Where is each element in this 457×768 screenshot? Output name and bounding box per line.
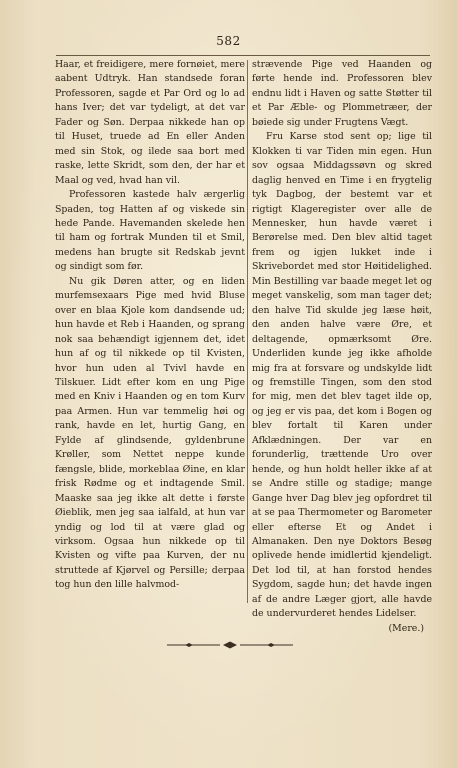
left-paragraph-3: Nu gik Døren atter, og en liden murfemsexaars Pige med hvid Bluse over en blaa Kjole kom dandsende ud; hun havde et Reb i Haanden, og sprang nok saa behændigt igjennem det, idet hun af og til nikkede op til Kvisten, hvor hun uden al Tvivl havde en Tilskuer. Lidt efter kom en ung Pige med en Kniv i Haanden og en tom Kurv paa Armen. Hun var temmelig høi og rank, havde en let, hurtig Gang, en Fylde af glindsende, gyldenbrune Krøller, som Nettet neppe kunde fængsle, blide, morkeblaa Øine, en klar frisk Rødme og et indtagende Smil. Maaske saa jeg ikke alt dette i første Øieblik, men jeg saa ialfald, at hun var yndig og lod til at være glad og virksom. Ogsaa hun nikkede op til Kvisten og vifte paa Kurven, der nu struttede af Kjørvel og Persille; derpaa tog hun den lille halvmod- — [55, 275, 245, 591]
footer-ornament-icon — [165, 640, 295, 650]
right-paragraph-1: strævende Pige ved Haanden og førte hende ind. Professoren blev endnu lidt i Haven og satte Støtter til et Par Æble- og Plommetræer, der bøiede sig under Frugtens Vægt. — [252, 59, 432, 128]
right-paragraph-2: Fru Karse stod sent op; lige til Klokken ti var Tiden min egen. Hun sov ogsaa Middagssøvn og skred daglig henved en Time i en frygtelig tyk Dagbog, der bestemt var et rigtigt Klageregister over alle de Mennesker, hun havde været i Berørelse med. Den blev altid taget frem og igjen lukket inde i Skrivebordet med stor Høitidelighed. Min Bestilling var baade meget let og meget vanskelig, som man tager det; den halve Tid skulde jeg læse høit, den anden halve være Øre, et deltagende, opmærksomt Øre. Underliden kunde jeg ikke afholde mig fra at forsvare og undskylde lidt og fremstille Tingen, som den stod for mig, men det blev taget ilde op, og jeg er vis paa, det kom i Bogen og blev fortalt til Karen under Afklædningen. Der var en forunderlig, trættende Uro over hende, og hun holdt heller ikke af at se Andre stille og stadige; mange Gange hver Dag blev jeg opfordret til at se paa Thermometer og Barometer eller efterse Et og Andet i Almanaken. Den nye Doktors Besøg oplivede hende imidlertid kjendeligt. Det lod til, at han forstod hendes Sygdom, sagde hun; det havde ingen af de andre Læger gjort, alle havde de undervurderet hendes Lidelser. — [252, 131, 432, 620]
left-column — [55, 58, 245, 593]
right-column — [252, 58, 432, 636]
continuation-signature: (Mere.) — [388, 622, 424, 634]
left-paragraph-2: Professoren kastede halv ærgerlig Spaden, tog Hatten af og viskede sin hede Pande. Havemanden skelede hen til ham og fortrak Munden til et Smil, medens han brugte sit Redskab jevnt og sindigt som før. — [55, 189, 245, 273]
left-paragraph-1: Haar, et freidigere, mere fornøiet, mere aabent Udtryk. Han standsede foran Professoren, sagde et Par Ord og lo ad hans Iver; det var tydeligt, at det var Fader og Søn. Derpaa nikkede han op til Huset, truede ad En eller Anden med sin Stok, og ilede saa bort med raske, lette Skridt, som den, der har et Maal og ved, hvad han vil. — [55, 59, 245, 186]
page-number: 582 — [216, 34, 241, 48]
column-divider — [247, 60, 248, 603]
header-rule — [56, 55, 430, 56]
